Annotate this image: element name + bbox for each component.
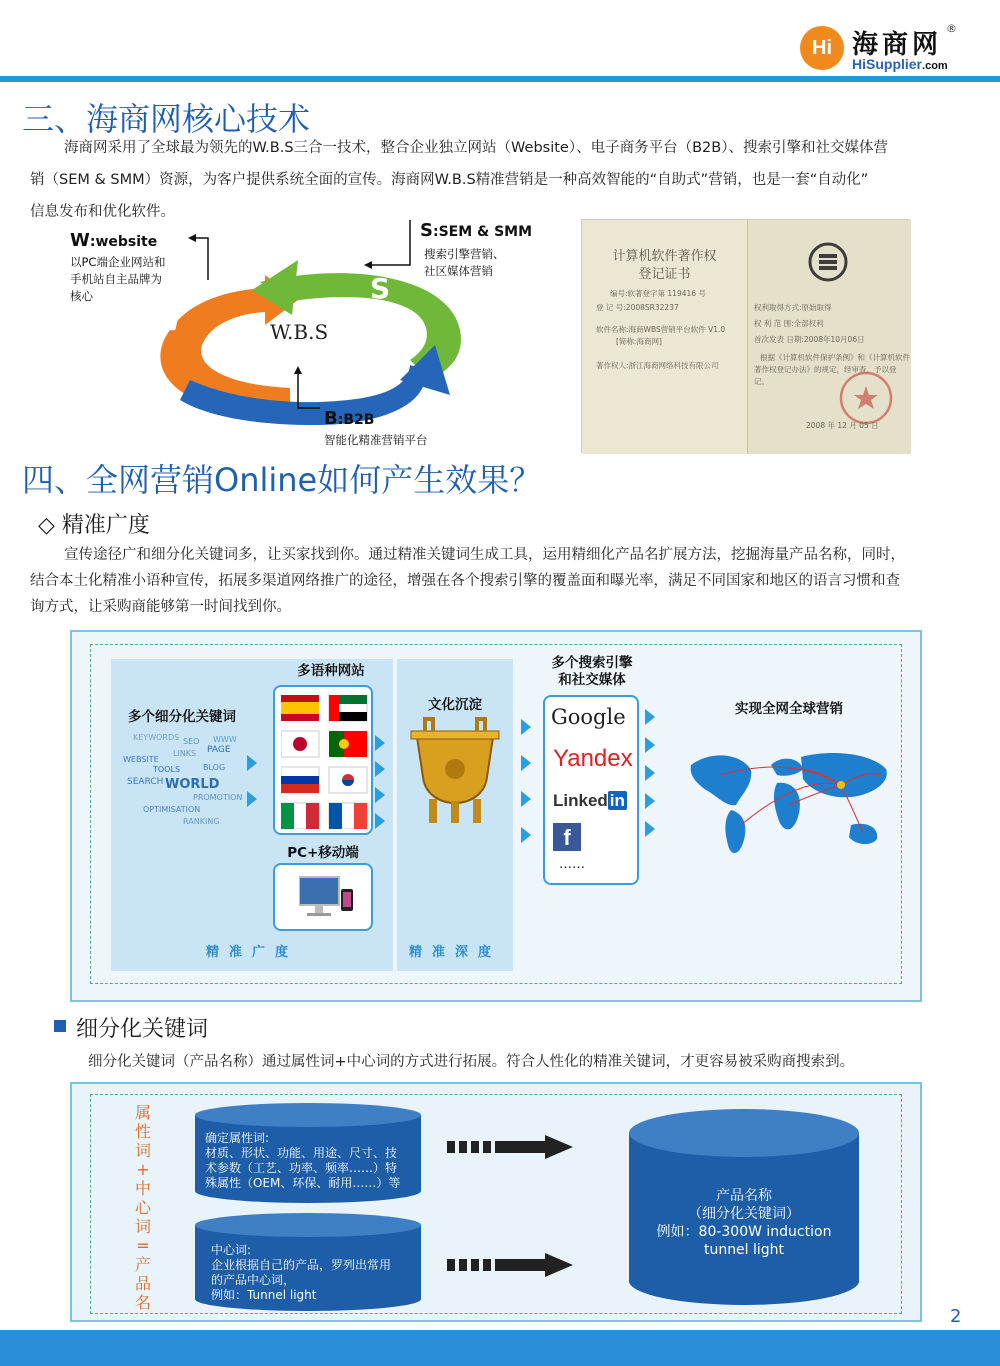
ring-letter-w: W <box>150 304 181 337</box>
ring-letter-b: B <box>322 358 344 391</box>
section3-para-line1: 海商网采用了全球最为领先的W.B.S三合一技术，整合企业独立网站（Website）、电子商务平台（B2B）、搜索引擎和社交媒体营 <box>64 140 888 156</box>
official-seal-icon <box>838 370 894 426</box>
more-engines: …… <box>559 857 585 872</box>
pc-mobile-label: PC+移动端 <box>287 845 359 861</box>
formula-frame <box>90 1094 902 1314</box>
cert-date: 2008 年 12 月 05 日 <box>806 421 879 430</box>
arrow-right-icon <box>375 787 385 803</box>
hisupplier-logo <box>800 20 990 76</box>
header-rule <box>0 76 1000 82</box>
w-desc: 以PC端企业网站和 手机站自主品牌为 核心 <box>70 255 166 303</box>
s-desc: 搜索引擎营销、 社区媒体营销 <box>424 247 505 278</box>
arrow-right-icon <box>645 709 655 725</box>
precise-breadth-footer: 精准广度 <box>205 945 298 960</box>
cert-right-page <box>747 220 911 454</box>
keyword-formula-diagram <box>70 1082 922 1322</box>
world-map-icon <box>681 735 901 865</box>
arrow-right-icon <box>521 755 531 771</box>
dashed-arrow-right-icon <box>447 1253 587 1277</box>
logo-hi-badge: Hi <box>800 26 844 70</box>
logo-registered-mark: ® <box>946 22 957 35</box>
arrow-right-icon <box>247 755 257 771</box>
multi-language-label: 多语种网站 <box>297 663 365 679</box>
precise-breadth-heading: ◇ 精准广度 <box>38 513 150 538</box>
arrow-right-icon <box>247 791 257 807</box>
cert-line: 权利取得方式:原始取得 <box>754 303 832 312</box>
logo-en-name: HiSupplier.com <box>852 56 948 72</box>
attribute-words-text: 确定属性词: 材质、形状、功能、用途、尺寸、技 术参数（工艺、功率、频率……）特 殊属性（OEM、环保、耐用……）等 <box>205 1131 401 1190</box>
global-marketing-label: 实现全网全球营销 <box>735 701 843 717</box>
devices-icon <box>299 875 355 921</box>
keyword-section-title: 细分化关键词 <box>76 1017 209 1042</box>
precise-depth-footer: 精准深度 <box>408 945 501 960</box>
logo-cn-name: 海商网 <box>852 30 943 60</box>
arrow-right-icon <box>645 765 655 781</box>
facebook-logo: f <box>553 823 581 851</box>
arrow-right-icon <box>375 735 385 751</box>
section4-para-line2: 结合本土化精准小语种宣传，拓展多渠道网络推广的途径，增强在各个搜索引擎的覆盖面和曝光率，满足不同国家和地区的语言习惯和查 <box>30 573 900 589</box>
cert-left-page <box>582 220 747 454</box>
ring-letter-s: S <box>370 272 391 305</box>
section4-para-line3: 询方式，让采购商能够第一时间找到你。 <box>30 599 291 615</box>
arrow-right-icon <box>521 791 531 807</box>
core-words-text: 中心词: 企业根据自己的产品，罗列出常用 的产品中心词， 例如：Tunnel light <box>211 1243 392 1302</box>
wbs-center-label: W.B.S <box>270 320 329 344</box>
footer-bar <box>0 1330 1000 1366</box>
dashed-arrow-right-icon <box>447 1135 587 1159</box>
page-number: 2 <box>950 1306 962 1327</box>
keyword-cloud: KEYWORDS SEO PAGE WEBSITE LINKS WWW TOOLS BLOG SEARCH WORLD PROMOTION OPTIMISATION RANKING <box>123 733 243 826</box>
culture-label: 文化沉淀 <box>428 697 482 713</box>
google-logo: Google <box>551 705 626 729</box>
section3-title: 三、海商网核心技术 <box>22 100 311 138</box>
diagram-frame <box>90 644 902 984</box>
linkedin-logo: Linked in <box>553 791 625 810</box>
cert-line: 著作权登记办法》的规定，经审查，予以登记。 <box>754 365 897 386</box>
section4-para-line1: 宣传途径广和细分化关键词多，让买家找到你。通过精准关键词生成工具，运用精细化产品名扩展方法，挖掘海量产品名称，同时， <box>64 547 905 563</box>
arrow-right-icon <box>645 793 655 809</box>
wbs-diagram <box>30 220 570 460</box>
cert-line: 首次发表 日期:2008年10月06日 <box>754 335 865 344</box>
section-bullet-icon <box>54 1020 66 1032</box>
product-name-result-text: 产品名称 （细分化关键词） 例如：80-300W induction tunnel light <box>656 1188 832 1258</box>
cert-title: 计算机软件著作权 登记证书 <box>612 249 717 282</box>
w-label: W:website <box>70 230 158 251</box>
software-copyright-certificate <box>581 219 910 453</box>
cert-line: 登 记 号:2008SR32237 <box>596 303 679 312</box>
yandex-logo: Yandex <box>553 745 633 772</box>
cert-line: 软件名称:海商WBS营销平台软件 V1.0 <box>596 325 726 334</box>
cert-line: [简称:海商网] <box>616 337 662 346</box>
formula-vertical-text: 属 性 词 + 中 心 词 = 产 品 名 <box>134 1103 151 1312</box>
search-engines-box <box>543 695 639 885</box>
cert-line: 编号:软著登字第 119416 号 <box>610 289 706 298</box>
b-desc: 智能化精准营销平台 <box>324 433 428 447</box>
copyright-emblem-icon <box>808 242 848 282</box>
section3-para-line3: 信息发布和优化软件。 <box>30 204 175 220</box>
cert-line: 权 利 范 围:全部权利 <box>754 319 824 328</box>
b-label: B:B2B <box>324 408 375 429</box>
keyword-section-para: 细分化关键词（产品名称）通过属性词+中心词的方式进行拓展。符合人性化的精准关键词，才更容易被采购商搜索到。 <box>88 1054 855 1070</box>
cert-line: 著作权人:浙江海商网络科技有限公司 <box>596 361 719 370</box>
arrow-right-icon <box>645 821 655 837</box>
section4-title: 四、全网营销Online如何产生效果？ <box>22 461 542 499</box>
s-label: S:SEM & SMM <box>420 220 533 241</box>
cert-line: 根据《计算机软件保护条例》和《计算机软件 <box>760 353 910 362</box>
arrow-right-icon <box>375 813 385 829</box>
arrow-right-icon <box>521 827 531 843</box>
arrow-right-icon <box>375 761 385 777</box>
keywords-label: 多个细分化关键词 <box>128 709 236 725</box>
country-flags-grid <box>281 695 369 829</box>
pc-mobile-box <box>273 863 373 931</box>
arrow-right-icon <box>645 737 655 753</box>
search-engines-label: 多个搜索引擎 和社交媒体 <box>551 655 633 688</box>
bronze-tripod-cauldron-icon <box>407 717 503 827</box>
arrow-right-icon <box>521 719 531 735</box>
multi-language-box <box>273 685 373 835</box>
section3-para-line2: 销（SEM & SMM）资源，为客户提供系统全面的宣传。海商网W.B.S精准营销是一种高效智能的“自助式”营销，也是一套“自动化” <box>30 172 869 188</box>
network-marketing-diagram <box>70 630 922 1002</box>
